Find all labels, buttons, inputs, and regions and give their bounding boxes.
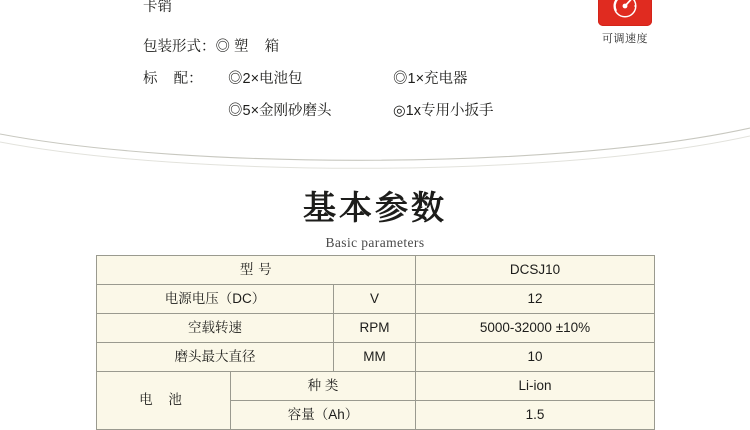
- row-name-model: [97, 256, 416, 285]
- standard-config-label: 标 配：: [143, 71, 203, 87]
- package-form-value: ◎ 塑 箱: [215, 39, 280, 55]
- cell-text: 电 池: [139, 392, 188, 408]
- badge-caption: 可调速度: [602, 33, 648, 45]
- adjustable-speed-badge: [596, 0, 654, 46]
- partial-text-top: 卡销: [143, 0, 172, 15]
- section-title: [0, 182, 750, 251]
- row-value-model: DCSJ10: [416, 256, 655, 285]
- package-form-label: 包装形式：: [143, 39, 216, 55]
- table-row: [97, 285, 655, 314]
- row-name-max-head-diameter: 磨头最大直径: [97, 343, 334, 372]
- row-sub-battery-type: 种 类: [231, 372, 416, 401]
- row-value-no-load-speed: 5000-32000 ±10%: [416, 314, 655, 343]
- cell-text: 型 号: [239, 261, 273, 277]
- table-row: [97, 343, 655, 372]
- standard-item-wrench: ◎1x专用小扳手: [393, 103, 494, 119]
- badge-background: [598, 0, 652, 26]
- row-value-max-head-diameter: 10: [416, 343, 655, 372]
- row-value-battery-type: Li-ion: [416, 372, 655, 401]
- section-title-en: Basic parameters: [325, 235, 425, 250]
- section-title-cn: 基本参数: [303, 188, 447, 227]
- basic-parameters-table: [96, 255, 655, 430]
- row-sub-battery-capacity: 容量（Ah）: [231, 401, 416, 430]
- row-name-no-load-speed: 空载转速: [97, 314, 334, 343]
- row-name-voltage: 电源电压（DC）: [97, 285, 334, 314]
- table-row: [97, 256, 655, 285]
- row-value-voltage: 12: [416, 285, 655, 314]
- row-name-battery: [97, 372, 231, 430]
- standard-item-charger: ◎1×充电器: [393, 71, 468, 87]
- standard-item-battery: ◎2×电池包: [228, 71, 303, 87]
- standard-item-grinding-heads: ◎5×金刚砂磨头: [228, 103, 332, 119]
- table-row: [97, 372, 655, 401]
- row-unit-voltage: V: [334, 285, 416, 314]
- curved-divider: [0, 126, 750, 170]
- package-form-row: [143, 40, 279, 55]
- speed-dial-icon: [610, 0, 640, 21]
- row-value-battery-capacity: 1.5: [416, 401, 655, 430]
- row-unit-max-head-diameter: MM: [334, 343, 416, 372]
- row-unit-no-load-speed: RPM: [334, 314, 416, 343]
- table-row: [97, 314, 655, 343]
